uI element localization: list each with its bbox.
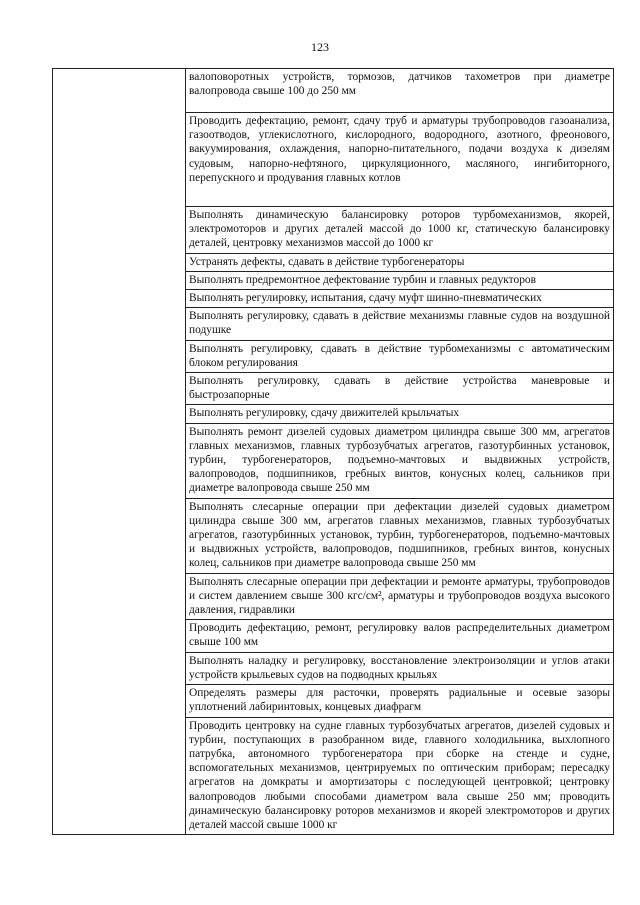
table-cell: Проводить центровку на судне главных турбозубчатых агрегатов, дизелей судовых и турбин, поступающих в разобранном виде, главного холодильника, выхлопного патрубка, автономного турбогенератора при сборке на стенде и судне, вспомогательных механизмов, центрируемых по оптическим приборам; пересадку агрегатов на домкраты и амортизаторы с последующей центровкой; центровку валопроводов любыми способами диаметром вала свыше 250 мм; проводить динамическую балансировку роторов механизмов и якорей электромоторов и других деталей массой свыше 1000 кг: [186, 717, 614, 835]
table-cell: Выполнять слесарные операции при дефектации дизелей судовых диаметром цилиндра свыше 300 мм, агрегатов главных механизмов, главных турбозубчатых агрегатов, газотурбинных установок, турбин, турбогенераторов, подъемно-мачтовых и выдвижных устройств, валопроводов, подшипников, гребных винтов, конусных колец, сальников при диаметре валопровода свыше 250 мм: [186, 498, 614, 573]
table-cell: Выполнять наладку и регулировку, восстановление электроизоляции и углов атаки устройств крыльевых судов на подводных крыльях: [186, 652, 614, 684]
table-cell: Выполнять регулировку, сдавать в действие механизмы главные судов на воздушной подушке: [186, 308, 614, 340]
table-cell: Проводить дефектацию, ремонт, сдачу труб и арматуры трубопроводов газоанализа, газоотводов, углекислотного, кислородного, водородного, азотного, фреонового, вакуумирования, охлаждения, напорно-питательного, подачи воздуха к дизелям судовым, напорно-нефтяного, циркуляционного, масляного, ингибиторного, перепускного и продувания главных котлов: [186, 113, 614, 207]
table-row: [53, 69, 614, 113]
table-cell: Устранять дефекты, сдавать в действие турбогенераторы: [186, 253, 614, 271]
page-number: 123: [311, 40, 329, 54]
table-cell: Выполнять предремонтное дефектование турбин и главных редукторов: [186, 271, 614, 289]
table-left-column: [53, 69, 186, 835]
table-cell: Выполнять регулировку, сдавать в действие турбомеханизмы с автоматическим блоком регулирования: [186, 340, 614, 372]
table-cell: Определять размеры для расточки, проверять радиальные и осевые зазоры уплотнений лабиринтовых, концевых диафрагм: [186, 685, 614, 717]
table-cell: Выполнять регулировку, сдавать в действие устройства маневровые и быстрозапорные: [186, 373, 614, 405]
table-cell: валоповоротных устройств, тормозов, датчиков тахометров при диаметре валопровода свыше 100 до 250 мм: [186, 69, 614, 113]
table-cell: Выполнять регулировку, сдачу движителей крыльчатых: [186, 405, 614, 423]
table-cell: Выполнять слесарные операции при дефектации и ремонте арматуры, трубопроводов и систем давлением свыше 300 кгс/см², арматуры и трубопроводов воздуха высокого давления, гидравлики: [186, 573, 614, 620]
table-cell: Выполнять ремонт дизелей судовых диаметром цилиндра свыше 300 мм, агрегатов главных механизмов, главных турбозубчатых агрегатов, газотурбинных установок, турбин, турбогенераторов, подъемно-мачтовых и выдвижных устройств, валопроводов, подшипников, гребных винтов, конусных колец, сальников при диаметре валопровода свыше 250 мм: [186, 423, 614, 498]
table-cell: Проводить дефектацию, ремонт, регулировку валов распределительных диаметром свыше 100 мм: [186, 620, 614, 652]
table-cell: Выполнять динамическую балансировку роторов турбомеханизмов, якорей, электромоторов и других деталей массой до 1000 кг, статическую балансировку деталей, центровку механизмов массой до 1000 кг: [186, 207, 614, 254]
duties-table: [52, 68, 614, 835]
table-cell: Выполнять регулировку, испытания, сдачу муфт шинно-пневматических: [186, 290, 614, 308]
